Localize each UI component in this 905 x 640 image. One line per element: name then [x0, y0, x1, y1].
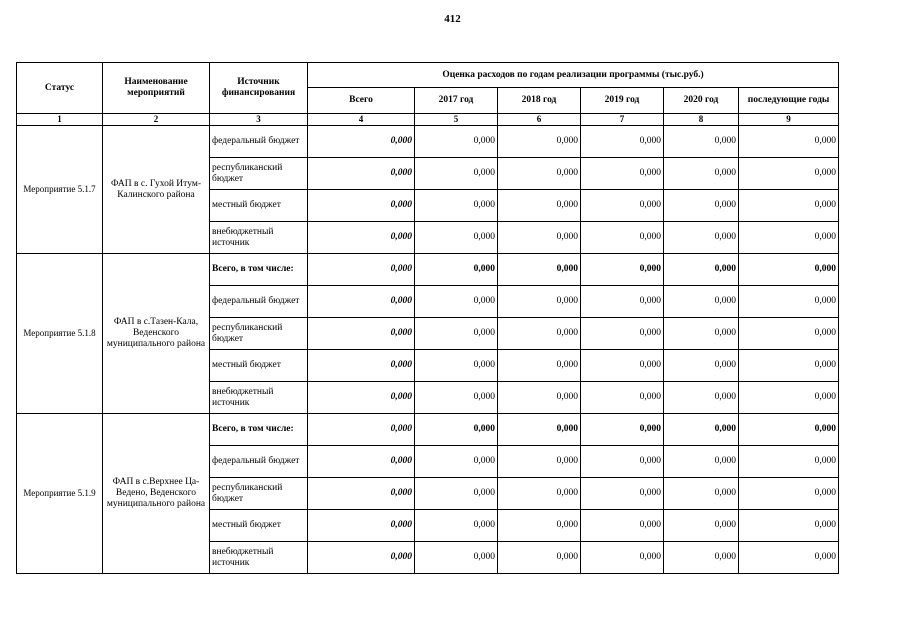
header-source: Источник финансирования	[210, 63, 308, 114]
funding-source: внебюджетный источник	[210, 542, 308, 574]
header-year-2020: 2020 год	[664, 88, 739, 114]
value-cell: 0,000	[664, 414, 739, 446]
value-total: 0,000	[308, 350, 415, 382]
value-cell: 0,000	[415, 286, 498, 318]
col-number: 9	[739, 114, 839, 126]
value-cell: 0,000	[664, 158, 739, 190]
value-cell: 0,000	[581, 286, 664, 318]
value-cell: 0,000	[581, 126, 664, 158]
funding-source: федеральный бюджет	[210, 286, 308, 318]
col-number: 4	[308, 114, 415, 126]
value-cell: 0,000	[415, 478, 498, 510]
value-cell: 0,000	[415, 446, 498, 478]
value-cell: 0,000	[739, 222, 839, 254]
value-cell: 0,000	[664, 318, 739, 350]
col-number: 6	[498, 114, 581, 126]
value-total: 0,000	[308, 158, 415, 190]
value-cell: 0,000	[415, 126, 498, 158]
funding-source: местный бюджет	[210, 350, 308, 382]
value-total: 0,000	[308, 222, 415, 254]
funding-source: Всего, в том числе:	[210, 254, 308, 286]
value-cell: 0,000	[739, 318, 839, 350]
table-body	[17, 126, 839, 574]
header-name: Наименование мероприятий	[103, 63, 210, 114]
value-cell: 0,000	[581, 254, 664, 286]
value-cell: 0,000	[498, 158, 581, 190]
value-cell: 0,000	[415, 382, 498, 414]
value-cell: 0,000	[415, 158, 498, 190]
value-total: 0,000	[308, 318, 415, 350]
header-year-2017: 2017 год	[415, 88, 498, 114]
value-total: 0,000	[308, 542, 415, 574]
value-cell: 0,000	[739, 126, 839, 158]
col-number: 8	[664, 114, 739, 126]
col-number: 5	[415, 114, 498, 126]
value-cell: 0,000	[739, 414, 839, 446]
measure-name: ФАП в с.Верхнее Ца-Ведено, Веденского муниципального района	[103, 414, 210, 574]
value-cell: 0,000	[664, 478, 739, 510]
header-estimate: Оценка расходов по годам реализации программы (тыс.руб.)	[308, 63, 839, 88]
measure-name: ФАП в с. Гухой Итум-Калинского района	[103, 126, 210, 254]
budget-table	[16, 62, 839, 574]
value-cell: 0,000	[498, 414, 581, 446]
value-total: 0,000	[308, 286, 415, 318]
value-cell: 0,000	[581, 222, 664, 254]
value-cell: 0,000	[581, 382, 664, 414]
value-total: 0,000	[308, 126, 415, 158]
measure-status: Мероприятие 5.1.8	[17, 254, 103, 414]
header-status: Статус	[17, 63, 103, 114]
value-cell: 0,000	[498, 382, 581, 414]
funding-source: республиканский бюджет	[210, 318, 308, 350]
value-cell: 0,000	[739, 158, 839, 190]
funding-source: местный бюджет	[210, 510, 308, 542]
value-cell: 0,000	[415, 414, 498, 446]
value-cell: 0,000	[415, 350, 498, 382]
col-number: 2	[103, 114, 210, 126]
value-cell: 0,000	[498, 190, 581, 222]
value-cell: 0,000	[581, 414, 664, 446]
value-cell: 0,000	[664, 382, 739, 414]
funding-source: Всего, в том числе:	[210, 414, 308, 446]
table-row	[17, 414, 839, 446]
value-cell: 0,000	[664, 222, 739, 254]
value-total: 0,000	[308, 478, 415, 510]
funding-source: местный бюджет	[210, 190, 308, 222]
funding-source: федеральный бюджет	[210, 446, 308, 478]
value-total: 0,000	[308, 414, 415, 446]
funding-source: федеральный бюджет	[210, 126, 308, 158]
value-cell: 0,000	[664, 446, 739, 478]
value-cell: 0,000	[498, 510, 581, 542]
funding-source: внебюджетный источник	[210, 222, 308, 254]
value-cell: 0,000	[581, 446, 664, 478]
value-total: 0,000	[308, 510, 415, 542]
value-cell: 0,000	[739, 542, 839, 574]
value-cell: 0,000	[739, 382, 839, 414]
value-cell: 0,000	[498, 542, 581, 574]
value-cell: 0,000	[664, 126, 739, 158]
value-cell: 0,000	[739, 478, 839, 510]
value-cell: 0,000	[664, 350, 739, 382]
value-cell: 0,000	[739, 510, 839, 542]
table-row	[17, 254, 839, 286]
value-cell: 0,000	[498, 350, 581, 382]
table-row	[17, 126, 839, 158]
value-cell: 0,000	[664, 254, 739, 286]
value-cell: 0,000	[498, 286, 581, 318]
value-cell: 0,000	[498, 126, 581, 158]
measure-status: Мероприятие 5.1.7	[17, 126, 103, 254]
value-cell: 0,000	[739, 190, 839, 222]
value-cell: 0,000	[581, 510, 664, 542]
value-cell: 0,000	[415, 222, 498, 254]
value-cell: 0,000	[581, 190, 664, 222]
value-cell: 0,000	[581, 478, 664, 510]
funding-source: республиканский бюджет	[210, 158, 308, 190]
value-cell: 0,000	[581, 158, 664, 190]
value-cell: 0,000	[739, 254, 839, 286]
value-cell: 0,000	[739, 350, 839, 382]
funding-source: республиканский бюджет	[210, 478, 308, 510]
measure-name: ФАП в с.Тазен-Кала, Веденского муниципального района	[103, 254, 210, 414]
value-cell: 0,000	[415, 318, 498, 350]
col-number: 1	[17, 114, 103, 126]
header-year-total: Всего	[308, 88, 415, 114]
value-cell: 0,000	[664, 286, 739, 318]
value-cell: 0,000	[415, 542, 498, 574]
header-year-2019: 2019 год	[581, 88, 664, 114]
value-cell: 0,000	[498, 222, 581, 254]
value-cell: 0,000	[498, 478, 581, 510]
value-total: 0,000	[308, 190, 415, 222]
value-total: 0,000	[308, 382, 415, 414]
value-cell: 0,000	[415, 254, 498, 286]
value-cell: 0,000	[581, 318, 664, 350]
value-cell: 0,000	[739, 286, 839, 318]
value-cell: 0,000	[664, 190, 739, 222]
value-cell: 0,000	[498, 318, 581, 350]
value-total: 0,000	[308, 254, 415, 286]
value-cell: 0,000	[739, 446, 839, 478]
measure-status: Мероприятие 5.1.9	[17, 414, 103, 574]
value-cell: 0,000	[581, 542, 664, 574]
value-total: 0,000	[308, 446, 415, 478]
page-number: 412	[444, 13, 461, 25]
col-number: 7	[581, 114, 664, 126]
value-cell: 0,000	[664, 510, 739, 542]
value-cell: 0,000	[498, 446, 581, 478]
value-cell: 0,000	[415, 510, 498, 542]
col-number: 3	[210, 114, 308, 126]
value-cell: 0,000	[498, 254, 581, 286]
funding-source: внебюджетный источник	[210, 382, 308, 414]
header-year-later: последующие годы	[739, 88, 839, 114]
value-cell: 0,000	[415, 190, 498, 222]
header-year-2018: 2018 год	[498, 88, 581, 114]
value-cell: 0,000	[664, 542, 739, 574]
value-cell: 0,000	[581, 350, 664, 382]
